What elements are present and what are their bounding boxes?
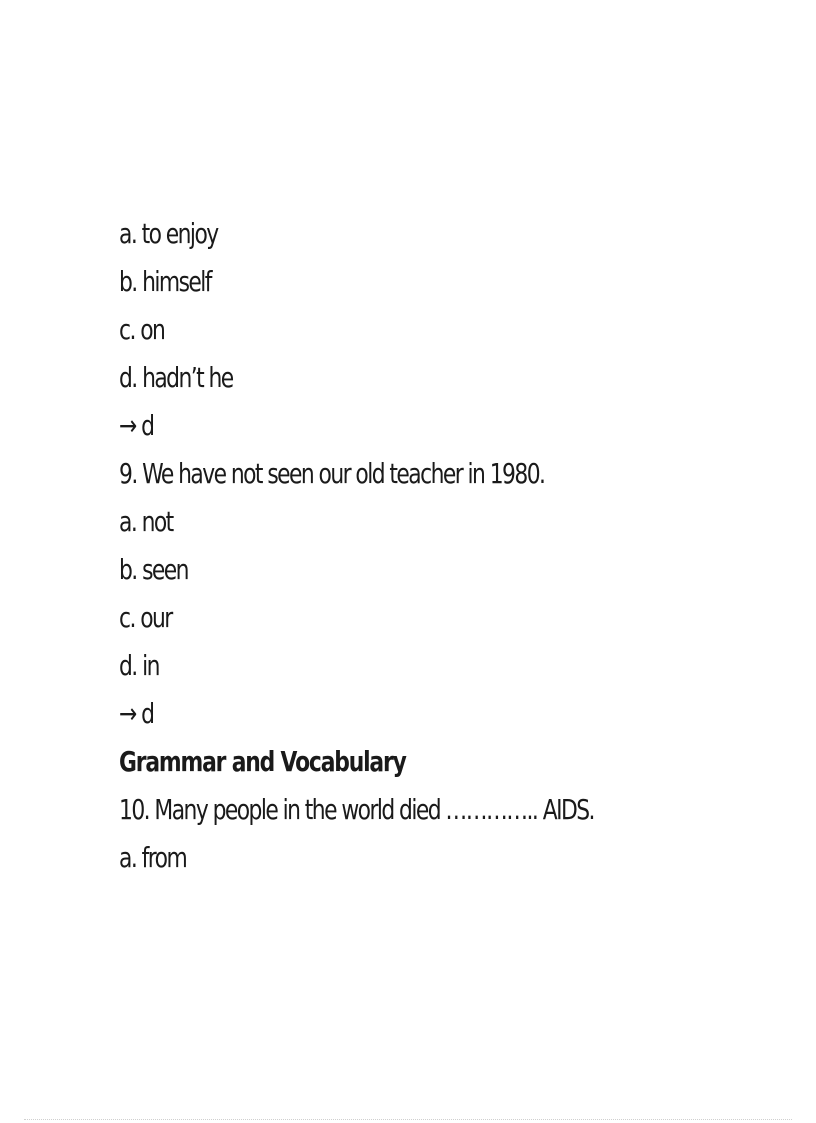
- page-bottom-divider: [24, 1119, 792, 1120]
- option-c-on: c. on: [119, 313, 165, 346]
- option-d-hadnt-he: d. hadn’t he: [119, 361, 233, 394]
- option-a-not: a. not: [119, 505, 173, 538]
- option-b-seen: b. seen: [119, 553, 188, 586]
- option-a-to-enjoy: a. to enjoy: [119, 217, 218, 250]
- option-a-from: a. from: [119, 841, 187, 874]
- answer-8: → d: [119, 409, 154, 442]
- option-c-our: c. our: [119, 601, 172, 634]
- option-d-in: d. in: [119, 649, 159, 682]
- exercise-content: [119, 210, 779, 882]
- answer-9: → d: [119, 697, 154, 730]
- section-heading: Grammar and Vocabulary: [119, 745, 406, 778]
- question-9: 9. We have not seen our old teacher in 1980.: [119, 457, 545, 490]
- option-b-himself: b. himself: [119, 265, 211, 298]
- question-10: 10. Many people in the world died ………….. AIDS.: [119, 793, 594, 826]
